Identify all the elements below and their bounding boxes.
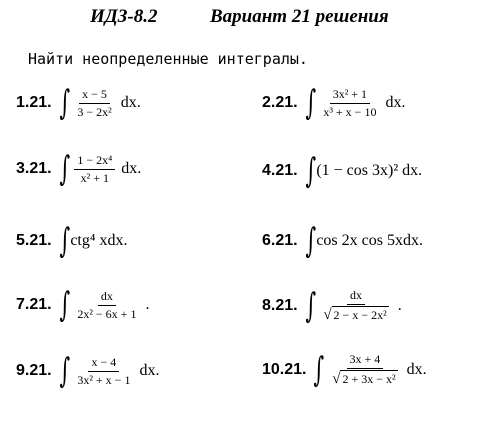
denominator: x³ + x − 10 bbox=[323, 104, 377, 119]
integral-sign: ∫ bbox=[314, 349, 325, 390]
problem-6-21 bbox=[262, 221, 423, 261]
instruction-text: Найти неопределенные интегралы. bbox=[28, 50, 308, 68]
problem-number: 4.21. bbox=[262, 162, 298, 179]
terminal-period: . bbox=[145, 296, 150, 313]
fraction bbox=[74, 87, 114, 120]
problem-number: 10.21. bbox=[262, 360, 307, 378]
problem-7-21 bbox=[16, 285, 150, 325]
radicand: 2 + 3x − x² bbox=[342, 372, 396, 386]
integral-sign: ∫ bbox=[59, 285, 70, 325]
denominator bbox=[329, 369, 400, 387]
differential: dx. bbox=[120, 94, 141, 111]
integrand-expression: ctg⁴ xdx. bbox=[70, 232, 128, 249]
numerator: x − 5 bbox=[79, 87, 110, 104]
radical-sign: √ bbox=[332, 371, 341, 387]
differential: dx. bbox=[121, 160, 142, 177]
integral-sign: ∫ bbox=[305, 221, 316, 261]
denominator: x² + 1 bbox=[80, 170, 109, 185]
problem-9-21 bbox=[16, 351, 160, 391]
integral-sign: ∫ bbox=[305, 83, 316, 123]
problem-8-21 bbox=[262, 285, 402, 326]
integral-sign: ∫ bbox=[305, 285, 316, 326]
problem-10-21 bbox=[262, 349, 427, 390]
integral-sign: ∫ bbox=[59, 149, 70, 189]
integrand-expression: cos 2x cos 5xdx. bbox=[316, 232, 423, 249]
problem-number: 1.21. bbox=[16, 94, 52, 111]
problem-4-21 bbox=[262, 151, 423, 191]
denominator: 2x² − 6x + 1 bbox=[77, 306, 137, 321]
header-assignment-id: ИДЗ-8.2 bbox=[90, 6, 158, 27]
problem-number: 6.21. bbox=[262, 232, 298, 249]
numerator: 1 − 2x⁴ bbox=[74, 153, 115, 170]
numerator: dx bbox=[98, 289, 116, 306]
problem-3-21 bbox=[16, 149, 142, 189]
fraction bbox=[320, 87, 379, 120]
numerator: 3x² + 1 bbox=[330, 87, 370, 104]
numerator: x − 4 bbox=[88, 355, 119, 372]
problem-number: 2.21. bbox=[262, 94, 298, 111]
differential: dx. bbox=[385, 94, 406, 111]
radical-sign: √ bbox=[323, 307, 332, 323]
square-root bbox=[323, 306, 388, 323]
integrand-expression: (1 − cos 3x)² dx. bbox=[316, 162, 423, 179]
problem-number: 8.21. bbox=[262, 296, 298, 314]
differential: dx. bbox=[406, 360, 427, 378]
numerator: 3x + 4 bbox=[347, 352, 384, 369]
radicand: 2 − x − 2x² bbox=[333, 308, 387, 322]
terminal-period: . bbox=[397, 296, 402, 314]
problem-number: 3.21. bbox=[16, 160, 52, 177]
fraction bbox=[74, 355, 133, 388]
integral-sign: ∫ bbox=[305, 151, 316, 191]
fraction bbox=[74, 289, 139, 322]
fraction bbox=[329, 352, 400, 387]
integral-sign: ∫ bbox=[59, 221, 70, 261]
problem-number: 7.21. bbox=[16, 296, 52, 313]
header-variant-title: Вариант 21 решения bbox=[210, 6, 389, 27]
integral-sign: ∫ bbox=[59, 351, 70, 391]
problem-1-21 bbox=[16, 83, 141, 123]
integral-sign: ∫ bbox=[59, 83, 70, 123]
differential: dx. bbox=[139, 362, 160, 379]
fraction bbox=[74, 153, 115, 186]
square-root bbox=[332, 370, 397, 387]
problem-5-21 bbox=[16, 221, 128, 261]
denominator: 3x² + x − 1 bbox=[77, 372, 131, 387]
problem-number: 5.21. bbox=[16, 232, 52, 249]
denominator bbox=[320, 305, 391, 323]
problem-number: 9.21. bbox=[16, 362, 52, 379]
problem-2-21 bbox=[262, 83, 406, 123]
fraction bbox=[320, 288, 391, 323]
denominator: 3 − 2x² bbox=[77, 104, 112, 119]
numerator: dx bbox=[347, 288, 365, 305]
